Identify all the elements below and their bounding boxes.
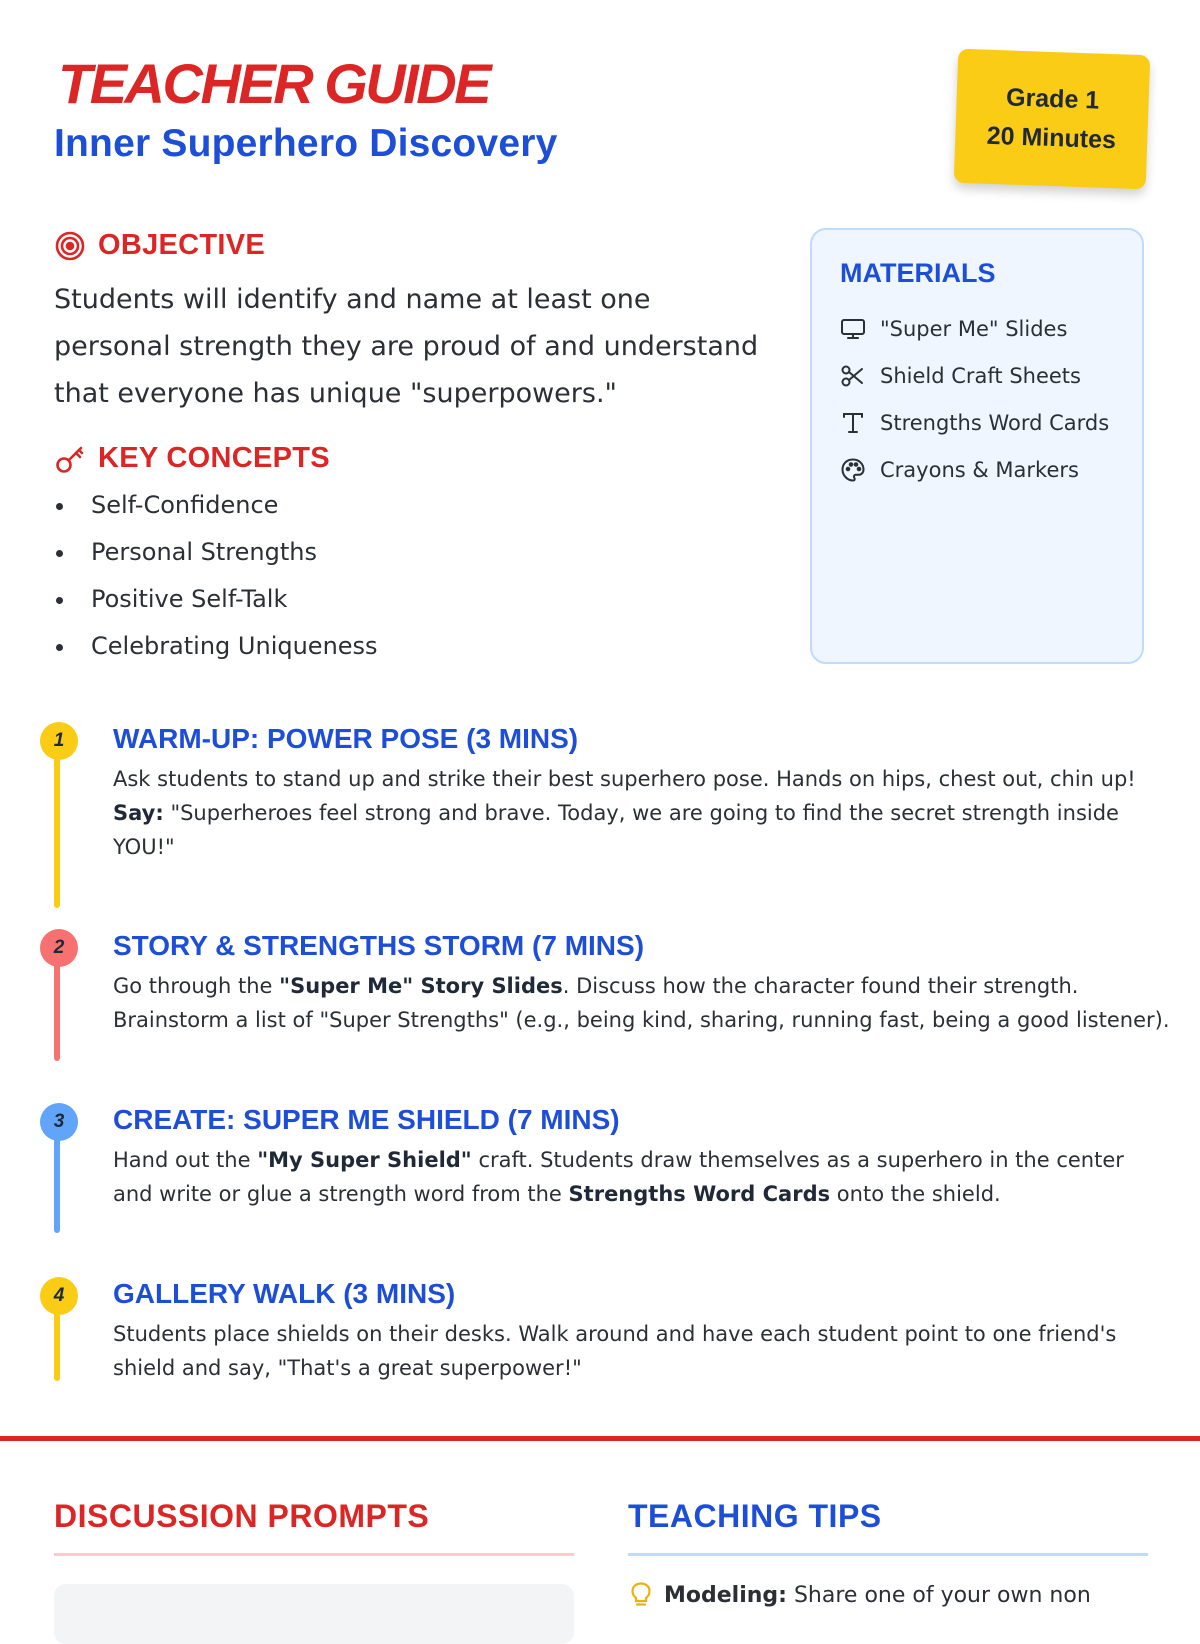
step-2-number: 2 — [40, 929, 78, 967]
list-item: Self-Confidence — [54, 482, 378, 529]
key-concepts-list — [54, 482, 378, 670]
step-1-say-label: Say: — [113, 801, 164, 825]
lesson-subtitle: Inner Superhero Discovery — [54, 122, 558, 165]
step-3-bold-2: Strengths Word Cards — [568, 1182, 831, 1206]
key-concepts-heading-label: KEY CONCEPTS — [98, 442, 330, 474]
objective-heading — [54, 229, 265, 262]
step-3-text-middle: craft. Students draw themselves as a superhero in the center and write or glue a strength word from the — [113, 1148, 1124, 1206]
step-1-title: WARM-UP: POWER POSE (3 MINS) — [113, 723, 579, 754]
tip-label: Modeling: — [664, 1582, 787, 1608]
materials-panel — [810, 228, 1144, 664]
target-icon — [54, 230, 86, 262]
material-item — [840, 446, 1142, 493]
lightbulb-icon — [630, 1582, 652, 1608]
material-item — [840, 305, 1142, 352]
palette-icon — [840, 457, 866, 483]
tips-rule — [628, 1553, 1148, 1556]
step-3-number: 3 — [40, 1103, 78, 1141]
objective-text: Students will identify and name at least one personal strength they are proud of and understand that everyone has unique "superpowers." — [54, 284, 759, 409]
step-2-bold: "Super Me" Story Slides — [279, 974, 563, 998]
step-2-text: Go through the — [113, 974, 273, 998]
step-3-text: Hand out the — [113, 1148, 251, 1172]
material-label: Crayons & Markers — [880, 457, 1079, 482]
step-1-body — [113, 762, 1158, 864]
step-3-title: CREATE: SUPER ME SHIELD (7 MINS) — [113, 1104, 620, 1135]
step-3-body — [113, 1143, 1158, 1211]
scissors-icon — [840, 363, 866, 389]
discussion-prompt-card — [54, 1584, 574, 1644]
monitor-icon — [840, 316, 866, 342]
discussion-rule — [54, 1553, 574, 1556]
tip-text: Share one of your own non — [793, 1582, 1091, 1608]
list-item: Celebrating Uniqueness — [54, 623, 378, 670]
step-1-text: Ask students to stand up and strike their best superhero pose. Hands on hips, chest out, chin up! — [113, 767, 1136, 791]
material-label: "Super Me" Slides — [880, 316, 1068, 341]
text-icon — [840, 410, 866, 436]
grade-duration-badge — [954, 49, 1151, 190]
step-4-body: Students place shields on their desks. Walk around and have each student point to one friend's shield and say, "That's a great superpower!" — [113, 1322, 1117, 1380]
step-3-bold-1: "My Super Shield" — [257, 1148, 472, 1172]
step-4-title: GALLERY WALK (3 MINS) — [113, 1278, 456, 1309]
step-2-title: STORY & STRENGTHS STORM (7 MINS) — [113, 930, 645, 961]
step-4-number: 4 — [40, 1277, 78, 1315]
grade-label: Grade 1 — [1005, 83, 1100, 115]
step-2-text-after: . Discuss how the character found their strength. Brainstorm a list of "Super Strengths" (e.g., being kind, sharing, running fast, being a good listener). — [113, 974, 1170, 1032]
material-label: Shield Craft Sheets — [880, 363, 1081, 388]
discussion-heading: DISCUSSION PROMPTS — [54, 1498, 430, 1534]
tip-item — [630, 1582, 1091, 1608]
material-label: Strengths Word Cards — [880, 410, 1110, 435]
page-title: TEACHER GUIDE — [58, 52, 490, 115]
key-icon — [54, 443, 86, 475]
step-1-say-text: "Superheroes feel strong and brave. Today, we are going to find the secret strength inside YOU!" — [113, 801, 1119, 859]
tips-heading: TEACHING TIPS — [628, 1498, 882, 1534]
key-concepts-heading — [54, 442, 330, 475]
step-3-text-after: onto the shield. — [836, 1182, 1001, 1206]
materials-heading: MATERIALS — [840, 258, 996, 288]
duration-label: 20 Minutes — [986, 121, 1117, 155]
material-item — [840, 399, 1142, 446]
step-1-line — [54, 742, 60, 908]
list-item: Positive Self-Talk — [54, 576, 378, 623]
list-item: Personal Strengths — [54, 529, 378, 576]
step-1-number: 1 — [40, 722, 78, 760]
objective-heading-label: OBJECTIVE — [98, 229, 266, 261]
section-divider — [0, 1436, 1200, 1441]
step-2-body — [113, 969, 1183, 1037]
material-item — [840, 352, 1142, 399]
